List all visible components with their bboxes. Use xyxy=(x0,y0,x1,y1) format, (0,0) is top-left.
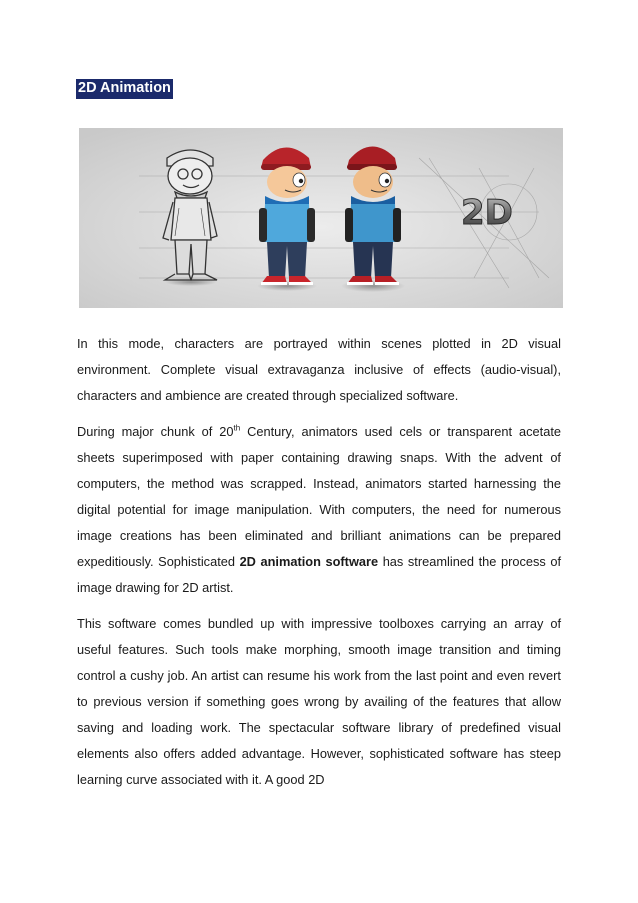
badge-2d: 2D xyxy=(461,193,513,233)
paragraph-2-text-a: During major chunk of 20 xyxy=(77,424,234,439)
bold-link-text: 2D animation software xyxy=(239,554,379,569)
animation-illustration xyxy=(79,128,563,308)
paragraph-1: In this mode, characters are portrayed within scenes plotted in 2D visual environment. Complete visual extravaganza inclusive of effects (audio-visual), characters and ambience are created through specialized software. xyxy=(77,336,561,403)
paragraph-2-text-b: Century, animators used cels or transparent acetate sheets superimposed with paper containing drawing snaps. With the advent of computers, the method was scrapped. Instead, animators started harnessing the digital potential for image manipulation. With computers, the need for numerous image creations has been eliminated and brilliant animations can be prepared expeditiously. Sophisticated xyxy=(77,424,561,569)
article-body xyxy=(77,331,561,793)
paragraph-2-text-c: has streamlined the process of image drawing for 2D artist. xyxy=(77,554,562,595)
paragraph-2 xyxy=(77,419,561,601)
ordinal-superscript: th xyxy=(233,423,241,433)
section-heading: 2D Animation xyxy=(76,79,173,99)
paragraph-3: This software comes bundled up with impressive toolboxes carrying an array of useful features. Such tools make morphing, smooth image transition and timing control a cushy job. An artist can resume his work from the last point and even revert to previous version if something goes wrong by availing of the features that allow saving and loading work. The spectacular software library of predefined visual elements also offers added advantage. However, sophisticated software has steep learning curve associated with it. A good 2D xyxy=(77,616,561,787)
